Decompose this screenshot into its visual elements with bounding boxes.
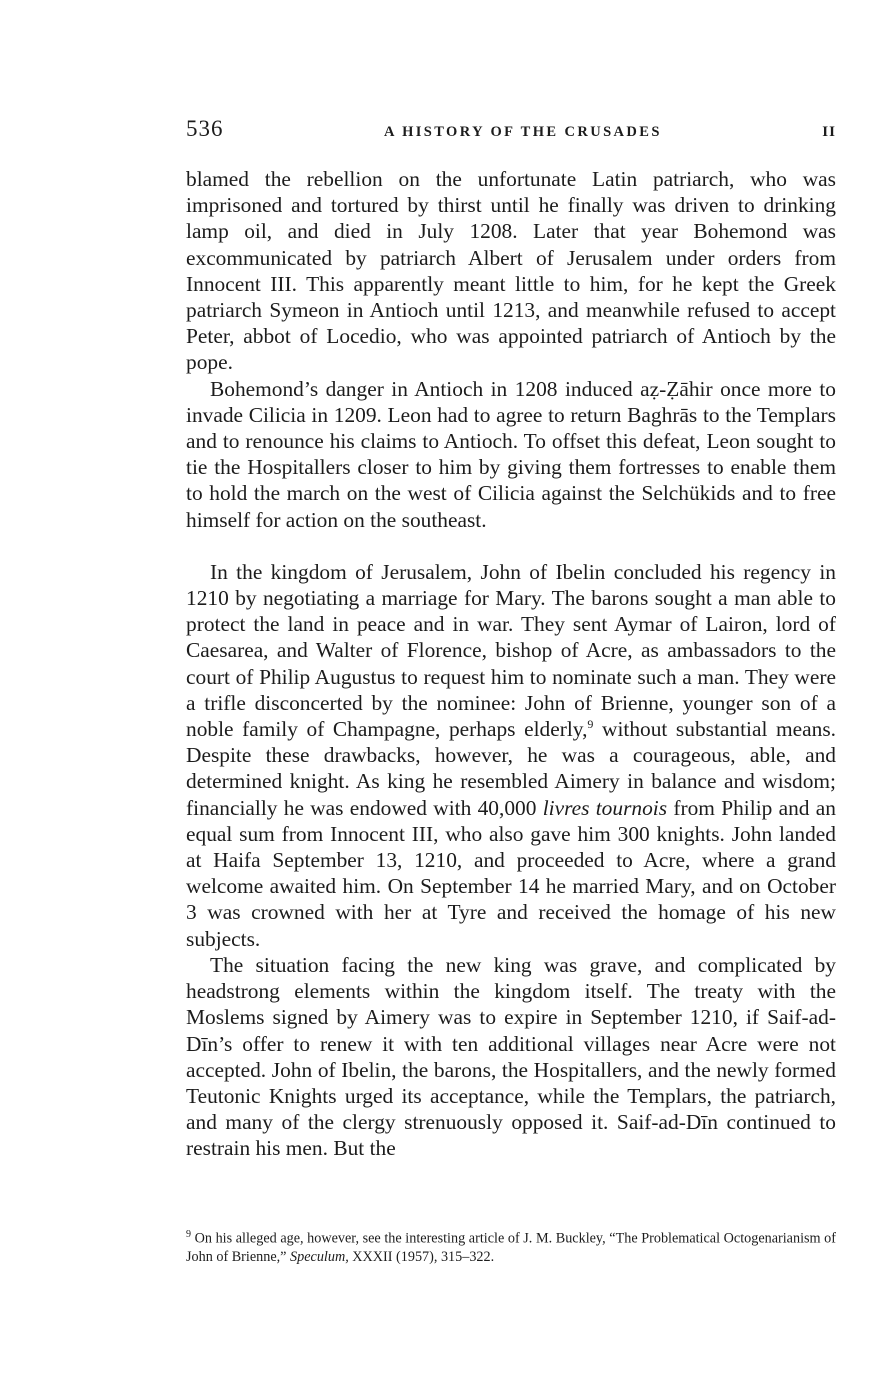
paragraph-3-text-c: from Philip and an equal sum from Innocent III, who also gave him 300 knights. John landed at Haifa September 13, 1210, and proceeded to Acre, where a grand welcome awaited him. On September 14 he married Mary, and on October 3 was crowned with her at Tyre and received the homage of his new subjects. xyxy=(186,795,836,951)
paragraph-2: Bohemond’s danger in Antioch in 1208 induced aẓ-Ẓāhir once more to invade Cilicia in 1209. Leon had to agree to return Baghrās to the Templars and to renounce his claims to Antioch. To offset this defeat, Leon sought to tie the Hospitallers closer to him by giving them fortresses to enable them to hold the march on the west of Cilicia against the Selchükids and to free himself for action on the southeast. xyxy=(186,376,836,532)
footnote-reference[interactable]: 9 xyxy=(587,716,594,731)
footnote-number: 9 xyxy=(186,1229,191,1240)
italic-term: livres tournois xyxy=(542,795,668,820)
footnote-text-b: XXXII (1957), 315–322. xyxy=(348,1249,495,1266)
footnote-text-a: On his alleged age, however, see the interesting article of J. M. Buckley, “The Problematical Octogenarianism of John of Brienne,” xyxy=(186,1230,836,1266)
page-number: 536 xyxy=(186,116,224,141)
paragraph-3-text-a: In the kingdom of Jerusalem, John of Ibelin concluded his regency in 1210 by negotiating a marriage for Mary. The barons sought a man able to protect the land in peace and in war. They sent Aymar of Lairon, lord of Caesarea, and Walter of Florence, bishop of Acre, as ambassadors to the court of Philip Augustus to request him to nominate such a man. They were a trifle disconcerted by the nominee: John of Brienne, younger son of a noble family of Champagne, perhaps elderly, xyxy=(186,559,836,742)
footnote-journal: Speculum, xyxy=(290,1249,349,1266)
paragraph-3-text-b: without substantial means. Despite these drawbacks, however, he was a courageous, able, and determined knight. As king he resembled Aimery in balance and wisdom; financially he was endowed with 40,000 xyxy=(186,717,836,820)
volume-number: II xyxy=(822,124,836,140)
paragraph-3 xyxy=(186,559,836,952)
paragraph-4: The situation facing the new king was grave, and complicated by headstrong elements within the kingdom itself. The treaty with the Moslems signed by Aimery was to expire in September 1210, if Saif-ad-Dīn’s offer to renew it with ten additional villages near Acre were not accepted. John of Ibelin, the barons, the Hospitallers, and the newly formed Teutonic Knights urged its acceptance, while the Templars, the patriarch, and many of the clergy strenuously opposed it. Saif-ad-Dīn continued to restrain his men. But the xyxy=(186,952,836,1161)
running-header xyxy=(186,116,836,144)
main-text xyxy=(186,166,836,1162)
running-title: A HISTORY OF THE CRUSADES xyxy=(383,124,662,140)
paragraph-1: blamed the rebellion on the unfortunate Latin patriarch, who was imprisoned and tortured by thirst until he finally was driven to drinking lamp oil, and died in July 1208. Later that year Bohemond was excommunicated by patriarch Albert of Jerusalem under orders from Innocent III. This apparently meant little to him, for he kept the Greek patriarch Symeon in Antioch until 1213, and meanwhile refused to accept Peter, abbot of Locedio, who was appointed patriarch of Antioch by the pope. xyxy=(186,167,836,375)
footnote xyxy=(186,1226,836,1267)
